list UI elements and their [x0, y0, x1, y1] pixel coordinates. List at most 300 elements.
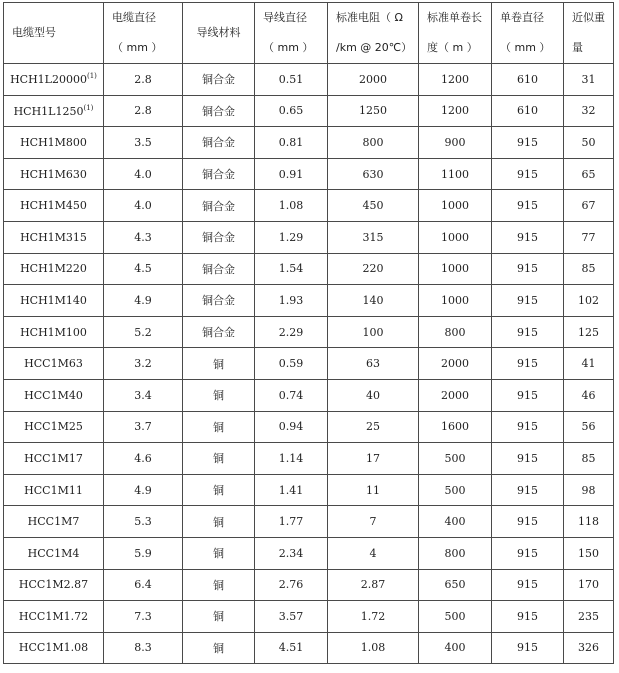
cell-wire-diameter	[255, 569, 328, 601]
header-cable-diameter	[104, 3, 183, 64]
table-row	[4, 253, 614, 285]
cell-model-text: HCH1L1250	[13, 104, 84, 118]
table-row	[4, 474, 614, 506]
cell-reel-length	[419, 537, 492, 569]
cell-material-text: 铜	[213, 484, 224, 498]
cell-weight	[564, 443, 614, 475]
cell-model-text: HCC1M4	[27, 546, 80, 560]
cell-reel-diameter-text: 610	[517, 104, 538, 118]
cell-weight-text: 235	[578, 609, 599, 623]
cable-spec-table	[3, 2, 614, 664]
cell-cable-diameter	[104, 316, 183, 348]
cell-reel-diameter-text: 915	[517, 135, 538, 149]
cell-weight-text: 326	[578, 641, 599, 655]
cell-resistance	[328, 411, 419, 443]
cell-wire-diameter-text: 0.65	[278, 104, 304, 118]
cell-wire-diameter-text: 2.76	[278, 578, 304, 592]
cell-material	[183, 506, 255, 538]
cell-material	[183, 253, 255, 285]
cell-model-text: HCH1M140	[20, 293, 87, 307]
cell-reel-length	[419, 506, 492, 538]
cell-material-text: 铜	[213, 515, 224, 529]
cell-wire-diameter	[255, 379, 328, 411]
cell-model	[4, 285, 104, 317]
cell-model	[4, 632, 104, 664]
cell-reel-diameter	[492, 158, 564, 190]
cell-reel-length-text: 800	[444, 546, 466, 560]
table-row	[4, 158, 614, 190]
cell-reel-length-text: 800	[444, 325, 466, 339]
cell-weight-text: 125	[578, 325, 599, 339]
cell-cable-diameter	[104, 95, 183, 127]
cell-model-text: HCH1L20000	[10, 73, 87, 87]
cell-resistance	[328, 127, 419, 159]
cell-wire-diameter	[255, 221, 328, 253]
table-row	[4, 316, 614, 348]
cell-resistance-text: 4	[369, 546, 377, 560]
header-wire-diameter	[255, 3, 328, 64]
cell-resistance	[328, 474, 419, 506]
cell-material-text: 铜合金	[202, 262, 235, 276]
cell-wire-diameter	[255, 601, 328, 633]
table-row	[4, 601, 614, 633]
cell-reel-length-text: 1600	[441, 420, 469, 434]
cell-weight-text: 98	[581, 483, 596, 497]
cell-weight-text: 150	[578, 546, 599, 560]
cell-resistance	[328, 190, 419, 222]
cell-reel-length	[419, 158, 492, 190]
cell-model	[4, 95, 104, 127]
cell-material	[183, 632, 255, 664]
cell-weight	[564, 190, 614, 222]
cell-weight	[564, 221, 614, 253]
cell-cable-diameter-text: 4.0	[134, 199, 152, 213]
cell-reel-length-text: 1100	[441, 167, 469, 181]
cell-reel-diameter	[492, 253, 564, 285]
cell-cable-diameter	[104, 537, 183, 569]
cell-weight	[564, 379, 614, 411]
cell-cable-diameter-text: 4.9	[134, 483, 152, 497]
cell-weight	[564, 316, 614, 348]
cell-reel-length-text: 900	[444, 135, 466, 149]
cell-model-text: HCH1M800	[20, 135, 87, 149]
cell-weight	[564, 601, 614, 633]
cell-model	[4, 537, 104, 569]
cell-resistance-text: 220	[362, 262, 384, 276]
cell-cable-diameter	[104, 348, 183, 380]
cell-wire-diameter	[255, 411, 328, 443]
cell-weight-text: 32	[581, 104, 596, 118]
cell-cable-diameter	[104, 158, 183, 190]
cell-cable-diameter-text: 2.8	[134, 72, 152, 86]
header-material	[183, 3, 255, 64]
cell-resistance	[328, 348, 419, 380]
cell-wire-diameter	[255, 95, 328, 127]
table-row	[4, 221, 614, 253]
cell-reel-length	[419, 443, 492, 475]
footnote-marker: (1)	[83, 103, 94, 112]
table-row	[4, 95, 614, 127]
cell-model	[4, 190, 104, 222]
cell-weight	[564, 95, 614, 127]
cell-reel-length-text: 400	[444, 641, 466, 655]
cell-model-text: HCC1M25	[24, 420, 83, 434]
cell-wire-diameter-text: 1.14	[278, 451, 304, 465]
cell-model-text: HCC1M7	[27, 515, 80, 529]
cell-resistance-text: 2000	[359, 72, 387, 86]
cell-cable-diameter-text: 8.3	[134, 641, 152, 655]
cell-material-text: 铜合金	[202, 73, 235, 87]
cell-material	[183, 348, 255, 380]
cell-wire-diameter-text: 1.93	[278, 293, 304, 307]
cell-resistance-text: 450	[362, 199, 384, 213]
cell-reel-diameter	[492, 537, 564, 569]
header-line: 量	[572, 41, 583, 54]
cell-reel-diameter	[492, 348, 564, 380]
cell-material-text: 铜合金	[202, 136, 235, 150]
cell-material	[183, 64, 255, 96]
header-line: 标准电阻（ Ω	[336, 11, 403, 24]
cell-model-text: HCC1M11	[24, 483, 83, 497]
cell-weight-text: 46	[581, 388, 596, 402]
cell-resistance	[328, 443, 419, 475]
cell-material-text: 铜	[213, 547, 224, 561]
cell-cable-diameter-text: 5.3	[134, 515, 152, 529]
cell-reel-length	[419, 411, 492, 443]
table-row	[4, 411, 614, 443]
cell-weight	[564, 632, 614, 664]
cell-reel-diameter	[492, 127, 564, 159]
cell-wire-diameter	[255, 443, 328, 475]
cell-material	[183, 285, 255, 317]
header-resistance	[328, 3, 419, 64]
cell-cable-diameter	[104, 253, 183, 285]
cell-weight-text: 77	[581, 230, 596, 244]
cell-weight-text: 85	[581, 451, 596, 465]
cell-model	[4, 506, 104, 538]
cell-wire-diameter-text: 1.77	[278, 515, 304, 529]
cell-weight-text: 67	[581, 199, 596, 213]
cell-model	[4, 253, 104, 285]
cell-weight	[564, 569, 614, 601]
header-model	[4, 3, 104, 64]
cell-resistance	[328, 221, 419, 253]
table-header-row	[4, 3, 614, 64]
header-line: 单卷直径	[500, 11, 544, 24]
cell-cable-diameter-text: 4.5	[134, 262, 152, 276]
cell-reel-diameter-text: 915	[517, 641, 538, 655]
cell-wire-diameter-text: 0.81	[278, 135, 304, 149]
cell-cable-diameter	[104, 190, 183, 222]
cell-reel-length	[419, 285, 492, 317]
cell-model	[4, 127, 104, 159]
cell-reel-diameter	[492, 379, 564, 411]
cell-cable-diameter	[104, 221, 183, 253]
cell-material	[183, 474, 255, 506]
cell-resistance-text: 100	[362, 325, 384, 339]
cell-weight	[564, 411, 614, 443]
cell-wire-diameter-text: 2.29	[278, 325, 304, 339]
header-line: （ mm ）	[263, 41, 314, 54]
cell-reel-diameter-text: 915	[517, 578, 538, 592]
cell-reel-length	[419, 569, 492, 601]
cell-reel-length-text: 1000	[441, 262, 469, 276]
cell-material	[183, 127, 255, 159]
cell-reel-diameter-text: 915	[517, 357, 538, 371]
cell-reel-diameter	[492, 601, 564, 633]
cell-cable-diameter-text: 7.3	[134, 609, 152, 623]
cell-material	[183, 221, 255, 253]
cell-cable-diameter-text: 5.2	[134, 325, 152, 339]
cell-weight-text: 50	[581, 135, 596, 149]
cell-resistance	[328, 537, 419, 569]
cell-wire-diameter	[255, 632, 328, 664]
table-row	[4, 537, 614, 569]
cell-resistance	[328, 64, 419, 96]
cell-model	[4, 221, 104, 253]
cell-resistance-text: 1.08	[360, 641, 386, 655]
cell-reel-diameter-text: 915	[517, 230, 538, 244]
cell-reel-length	[419, 316, 492, 348]
cell-cable-diameter	[104, 411, 183, 443]
cell-reel-diameter-text: 915	[517, 388, 538, 402]
cell-cable-diameter-text: 5.9	[134, 546, 152, 560]
header-weight	[564, 3, 614, 64]
cell-wire-diameter	[255, 537, 328, 569]
header-line: 电缆直径	[112, 11, 156, 24]
cell-model	[4, 348, 104, 380]
cell-wire-diameter	[255, 64, 328, 96]
cell-resistance-text: 140	[362, 293, 384, 307]
cell-reel-diameter-text: 915	[517, 325, 538, 339]
cell-resistance-text: 11	[366, 483, 380, 497]
cell-resistance-text: 7	[369, 515, 377, 529]
cell-model-text: HCH1M220	[20, 262, 87, 276]
cell-material-text: 铜	[213, 452, 224, 466]
table-row	[4, 64, 614, 96]
cell-model	[4, 474, 104, 506]
cell-cable-diameter-text: 4.3	[134, 230, 152, 244]
cell-resistance-text: 1250	[359, 104, 387, 118]
cell-weight-text: 41	[581, 357, 596, 371]
cell-model-text: HCH1M450	[20, 199, 87, 213]
cell-model	[4, 379, 104, 411]
cell-reel-length-text: 400	[444, 515, 466, 529]
cell-resistance	[328, 601, 419, 633]
cell-reel-diameter	[492, 95, 564, 127]
cell-material-text: 铜	[213, 357, 224, 371]
cell-reel-length	[419, 474, 492, 506]
cell-resistance-text: 315	[362, 230, 384, 244]
cell-wire-diameter	[255, 474, 328, 506]
cell-wire-diameter-text: 1.41	[278, 483, 304, 497]
cell-material	[183, 95, 255, 127]
cell-resistance-text: 1.72	[360, 609, 386, 623]
cell-material-text: 铜合金	[202, 326, 235, 340]
cell-weight-text: 65	[581, 167, 596, 181]
cell-reel-diameter-text: 915	[517, 199, 538, 213]
cell-resistance	[328, 285, 419, 317]
cell-wire-diameter-text: 2.34	[278, 546, 304, 560]
cell-resistance	[328, 569, 419, 601]
cell-reel-diameter-text: 915	[517, 609, 538, 623]
cell-material-text: 铜	[213, 610, 224, 624]
table-row	[4, 443, 614, 475]
cell-reel-diameter-text: 610	[517, 72, 538, 86]
cell-reel-length	[419, 379, 492, 411]
table-row	[4, 190, 614, 222]
cell-wire-diameter	[255, 348, 328, 380]
cell-reel-diameter-text: 915	[517, 451, 538, 465]
cell-reel-length-text: 1000	[441, 199, 469, 213]
footnote-marker: (1)	[86, 72, 97, 81]
cell-reel-length	[419, 221, 492, 253]
header-line: 近似重	[572, 11, 605, 24]
cell-resistance	[328, 316, 419, 348]
cell-resistance-text: 800	[362, 135, 384, 149]
cell-reel-length	[419, 190, 492, 222]
cell-reel-diameter	[492, 411, 564, 443]
cell-cable-diameter-text: 2.8	[134, 104, 152, 118]
cell-weight-text: 85	[581, 262, 596, 276]
cell-model-text: HCH1M100	[20, 325, 87, 339]
cell-reel-diameter-text: 915	[517, 167, 538, 181]
cell-material-text: 铜合金	[202, 199, 235, 213]
cell-wire-diameter-text: 0.74	[278, 388, 304, 402]
cell-resistance	[328, 632, 419, 664]
cell-cable-diameter	[104, 601, 183, 633]
cell-wire-diameter	[255, 190, 328, 222]
cell-reel-diameter	[492, 632, 564, 664]
cell-model-text: HCH1M315	[20, 230, 87, 244]
cell-material-text: 铜	[213, 389, 224, 403]
cell-weight	[564, 506, 614, 538]
cell-reel-diameter-text: 915	[517, 546, 538, 560]
cell-cable-diameter-text: 3.4	[134, 388, 152, 402]
cell-material	[183, 379, 255, 411]
header-line: 标准单卷长	[427, 11, 482, 24]
cell-wire-diameter-text: 0.51	[278, 72, 304, 86]
cell-material	[183, 443, 255, 475]
cell-wire-diameter-text: 0.91	[278, 167, 304, 181]
cell-resistance	[328, 506, 419, 538]
cell-cable-diameter	[104, 64, 183, 96]
cell-wire-diameter	[255, 127, 328, 159]
cell-model	[4, 316, 104, 348]
cell-cable-diameter-text: 3.2	[134, 357, 152, 371]
table-row	[4, 379, 614, 411]
cell-cable-diameter	[104, 443, 183, 475]
header-reel-diameter	[492, 3, 564, 64]
cell-material-text: 铜合金	[202, 104, 235, 118]
cell-cable-diameter-text: 3.7	[134, 420, 152, 434]
cell-model-text: HCC1M1.08	[18, 641, 89, 655]
cell-weight	[564, 127, 614, 159]
cell-reel-diameter	[492, 285, 564, 317]
cell-reel-diameter	[492, 569, 564, 601]
cell-reel-length	[419, 64, 492, 96]
header-line: 导线直径	[263, 11, 307, 24]
cell-weight	[564, 285, 614, 317]
cell-reel-diameter	[492, 474, 564, 506]
cell-model	[4, 443, 104, 475]
cell-cable-diameter-text: 3.5	[134, 135, 152, 149]
cell-cable-diameter	[104, 474, 183, 506]
cell-cable-diameter	[104, 569, 183, 601]
cell-wire-diameter	[255, 253, 328, 285]
cell-model	[4, 569, 104, 601]
cell-cable-diameter-text: 4.6	[134, 451, 152, 465]
header-line: 度（ m ）	[427, 41, 478, 54]
cell-reel-diameter-text: 915	[517, 515, 538, 529]
header-reel-length	[419, 3, 492, 64]
cell-reel-length	[419, 601, 492, 633]
cell-reel-length-text: 500	[444, 609, 466, 623]
cell-reel-diameter	[492, 443, 564, 475]
cell-material	[183, 601, 255, 633]
table-row	[4, 506, 614, 538]
table-row	[4, 569, 614, 601]
cell-wire-diameter	[255, 506, 328, 538]
cell-reel-length	[419, 632, 492, 664]
cell-material-text: 铜	[213, 578, 224, 592]
cell-resistance	[328, 253, 419, 285]
cell-resistance-text: 2.87	[360, 578, 386, 592]
cell-weight-text: 56	[581, 420, 596, 434]
cell-wire-diameter-text: 1.08	[278, 199, 304, 213]
cell-resistance	[328, 95, 419, 127]
cell-resistance	[328, 158, 419, 190]
cell-resistance-text: 630	[362, 167, 384, 181]
cell-cable-diameter	[104, 127, 183, 159]
cell-wire-diameter-text: 4.51	[278, 641, 304, 655]
header-line: （ mm ）	[500, 41, 551, 54]
cell-reel-diameter-text: 915	[517, 293, 538, 307]
cell-wire-diameter-text: 0.94	[278, 420, 304, 434]
cell-weight-text: 31	[581, 72, 596, 86]
cell-cable-diameter	[104, 632, 183, 664]
cell-material	[183, 190, 255, 222]
cell-reel-length	[419, 348, 492, 380]
cell-reel-length	[419, 95, 492, 127]
cell-reel-diameter-text: 915	[517, 483, 538, 497]
cell-wire-diameter	[255, 316, 328, 348]
cell-resistance-text: 25	[366, 420, 380, 434]
cell-material	[183, 569, 255, 601]
cell-reel-diameter-text: 915	[517, 420, 538, 434]
cell-weight	[564, 474, 614, 506]
cell-weight-text: 170	[578, 578, 599, 592]
cell-material-text: 铜合金	[202, 168, 235, 182]
cell-cable-diameter	[104, 506, 183, 538]
cell-wire-diameter	[255, 158, 328, 190]
cell-weight	[564, 158, 614, 190]
cell-weight-text: 118	[578, 515, 599, 529]
cell-wire-diameter-text: 3.57	[278, 609, 304, 623]
cell-resistance-text: 17	[366, 451, 380, 465]
cell-reel-length	[419, 127, 492, 159]
cell-cable-diameter	[104, 379, 183, 411]
cell-resistance-text: 40	[366, 388, 380, 402]
cell-model-text: HCC1M40	[24, 388, 83, 402]
cell-reel-length-text: 500	[444, 483, 466, 497]
cell-reel-length-text: 1000	[441, 293, 469, 307]
cell-material-text: 铜合金	[202, 231, 235, 245]
cell-reel-length-text: 1000	[441, 230, 469, 244]
cell-reel-diameter	[492, 316, 564, 348]
cell-model-text: HCC1M2.87	[18, 578, 89, 592]
cell-reel-length-text: 2000	[441, 388, 469, 402]
